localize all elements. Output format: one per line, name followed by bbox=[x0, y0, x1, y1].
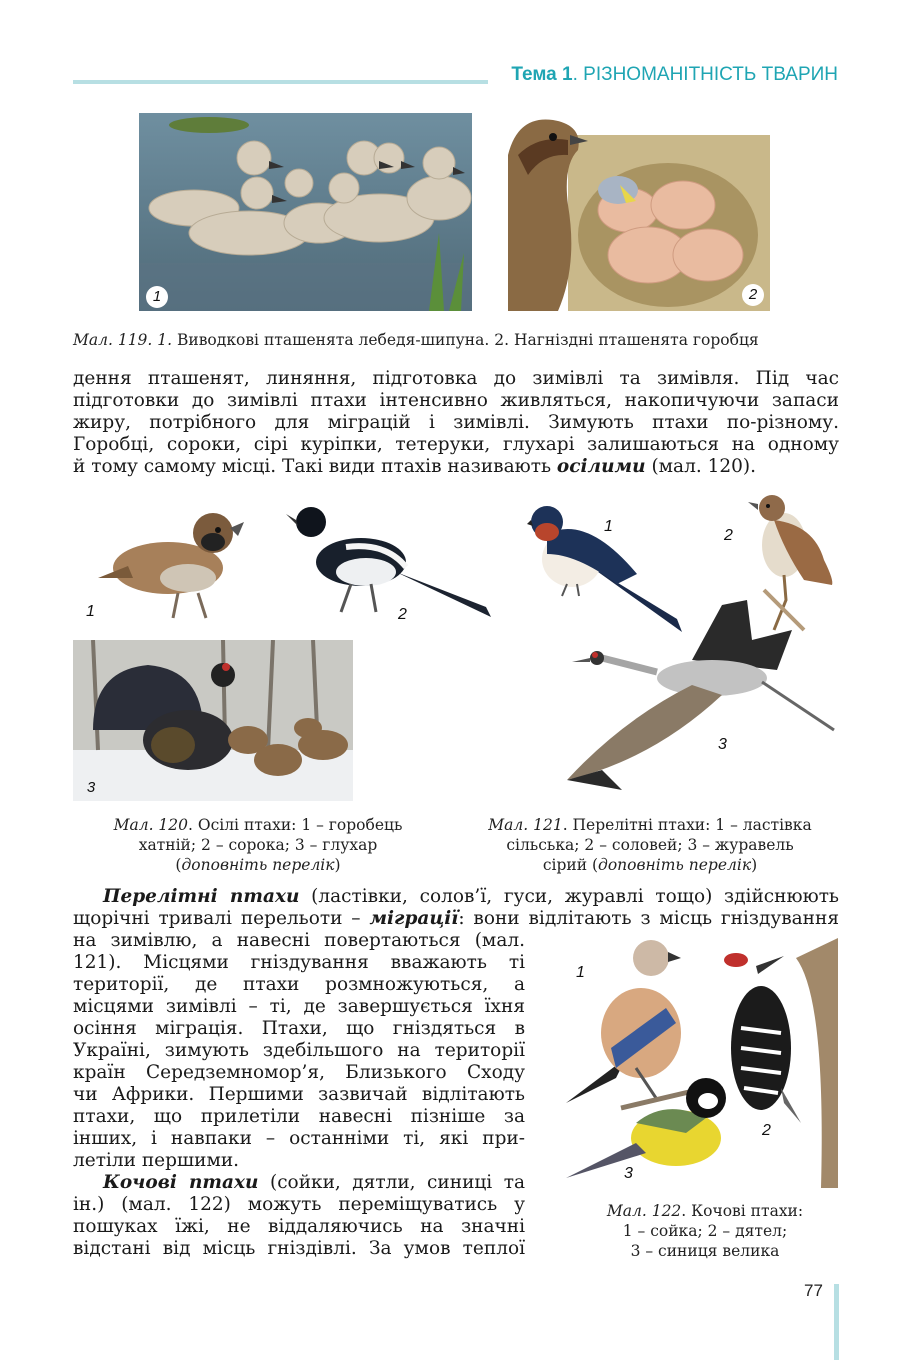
fig120-caption-line: хатній; 2 – сорока; 3 – глухар bbox=[138, 836, 378, 854]
fig121-caption-ref: Мал. 121 bbox=[488, 816, 563, 834]
text-line: Горобці, сороки, сірі куріпки, тетеруки, глухарі залишаються на одному bbox=[73, 434, 839, 455]
fig120-caption bbox=[73, 815, 443, 875]
fig122-caption-line: 3 – синиця велика bbox=[630, 1242, 780, 1260]
fig122-caption bbox=[560, 1201, 850, 1261]
fig119-caption bbox=[73, 330, 853, 350]
fig121-label-2: 2 bbox=[724, 527, 733, 544]
fig120-caption-ref: Мал. 120 bbox=[113, 816, 189, 834]
topic-title: . РІЗНОМАНІТНІСТЬ ТВАРИН bbox=[572, 64, 838, 85]
paragraph-2 bbox=[73, 886, 839, 930]
illustration-sparrow bbox=[88, 498, 248, 626]
fig120-label-1: 1 bbox=[86, 603, 95, 620]
running-header bbox=[511, 64, 838, 86]
fig122-label-3: 3 bbox=[624, 1165, 633, 1182]
fig121-label-1: 1 bbox=[604, 518, 613, 535]
text-span: й тому самому місці. Такі види птахів називають bbox=[73, 456, 557, 477]
fig120-label-3: 3 bbox=[86, 779, 96, 796]
fig120-caption-text: . Осілі птахи: 1 – горобець bbox=[188, 816, 403, 834]
fig121-caption bbox=[455, 815, 845, 875]
text-span: ) bbox=[751, 856, 758, 874]
fig122-caption-line: 1 – сойка; 2 – дятел; bbox=[622, 1222, 788, 1240]
fig121-caption-task: доповніть перелік bbox=[598, 856, 752, 874]
text-line: країн Середземномор’я, Близького Сходу bbox=[73, 1062, 525, 1083]
fig119-label-1: 1 bbox=[146, 286, 168, 308]
text-span: сірий ( bbox=[542, 856, 599, 874]
text-line: відстані від місць гніздівлі. За умов теплої bbox=[73, 1238, 525, 1259]
illustration-magpie bbox=[286, 502, 496, 620]
text-span: (ластівки, солов’ї, гуси, журавлі тощо) здійснюють bbox=[299, 886, 840, 907]
text-span: : вони відлітають з місць гніздування bbox=[458, 908, 839, 929]
fig120-label-2: 2 bbox=[398, 606, 407, 623]
illustration-crane bbox=[562, 600, 838, 800]
text-line: летіли першими. bbox=[73, 1150, 240, 1171]
text-line bbox=[73, 456, 839, 478]
text-line: птахи, що прилетіли навесні пізніше за bbox=[73, 1106, 525, 1127]
text-line: пошуках їжі, не віддаляючись на значні bbox=[73, 1216, 525, 1237]
fig122-caption-ref: Мал. 122 bbox=[606, 1202, 682, 1220]
photo-capercaillie bbox=[73, 640, 353, 801]
text-line bbox=[73, 908, 839, 930]
text-line: 121). Місцями гніздування вважають ті bbox=[73, 952, 525, 973]
text-line: дення пташенят, линяння, підготовка до зимівлі та зимівля. Під час bbox=[73, 368, 839, 389]
fig119-label-2: 2 bbox=[742, 284, 764, 306]
illustration-nomadic-birds bbox=[556, 938, 838, 1188]
text-line: ін.) (мал. 122) можуть переміщуватись у bbox=[73, 1194, 525, 1215]
fig121-caption-line bbox=[455, 855, 845, 875]
photo-sparrow-nest bbox=[508, 115, 770, 311]
term-kochovi: Кочові птахи bbox=[103, 1172, 259, 1193]
paragraph-1 bbox=[73, 368, 839, 478]
fig122-label-2: 2 bbox=[762, 1122, 771, 1139]
paragraph-2-column bbox=[73, 930, 525, 1260]
topic-number: Тема 1 bbox=[511, 64, 573, 85]
text-line: жиру, потрібного для міграцій і зимівлі. Зимують птахи по-різному. bbox=[73, 412, 839, 433]
fig120-caption-task: доповніть перелік bbox=[181, 856, 335, 874]
fig121-caption-text: . Перелітні птахи: 1 – ластівка bbox=[562, 816, 812, 834]
text-line: місцями зимівлі – ті, де завершується їхня bbox=[73, 996, 525, 1017]
text-line: інших, і навпаки – останніми ті, які при- bbox=[73, 1128, 525, 1149]
header-rule bbox=[73, 80, 488, 84]
text-span: щорічні тривалі перельоти – bbox=[73, 908, 370, 929]
text-line bbox=[73, 886, 839, 908]
text-line: Україні, зимують здебільшого на території bbox=[73, 1040, 525, 1061]
text-line: на зимівлю, а навесні повертаються (мал. bbox=[73, 930, 525, 951]
fig119-caption-ref: Мал. 119. 1. bbox=[73, 331, 173, 349]
text-span: (мал. 120). bbox=[645, 456, 757, 477]
fig119-caption-text: Виводкові пташенята лебедя-шипуна. 2. Нагніздні пташенята горобця bbox=[172, 331, 759, 349]
fig120-caption-line: (доповніть перелік) bbox=[175, 856, 341, 874]
fig122-label-1: 1 bbox=[576, 964, 585, 981]
text-line: підготовки до зимівлі птахи інтенсивно живляться, накопичуючи запаси bbox=[73, 390, 839, 411]
page-number: 77 bbox=[804, 1281, 823, 1300]
margin-bar bbox=[834, 1284, 839, 1360]
term-pereletni: Перелітні птахи bbox=[103, 886, 300, 907]
text-span: (сойки, дятли, синиці та bbox=[258, 1172, 525, 1193]
photo-cygnets bbox=[139, 113, 472, 311]
text-line: чи Африки. Першими зазвичай відлітають bbox=[73, 1084, 525, 1105]
text-line: території, де птахи розмножуються, а bbox=[73, 974, 525, 995]
text-line: осіння міграція. Птахи, що гніздяться в bbox=[73, 1018, 525, 1039]
fig122-caption-text: . Кочові птахи: bbox=[681, 1202, 804, 1220]
fig121-caption-line: сільська; 2 – соловей; 3 – журавель bbox=[506, 836, 794, 854]
text-line bbox=[73, 1172, 525, 1194]
term-migratsii: міграції bbox=[369, 908, 459, 929]
term-osili: осілими bbox=[556, 456, 646, 477]
fig121-label-3: 3 bbox=[718, 736, 727, 753]
